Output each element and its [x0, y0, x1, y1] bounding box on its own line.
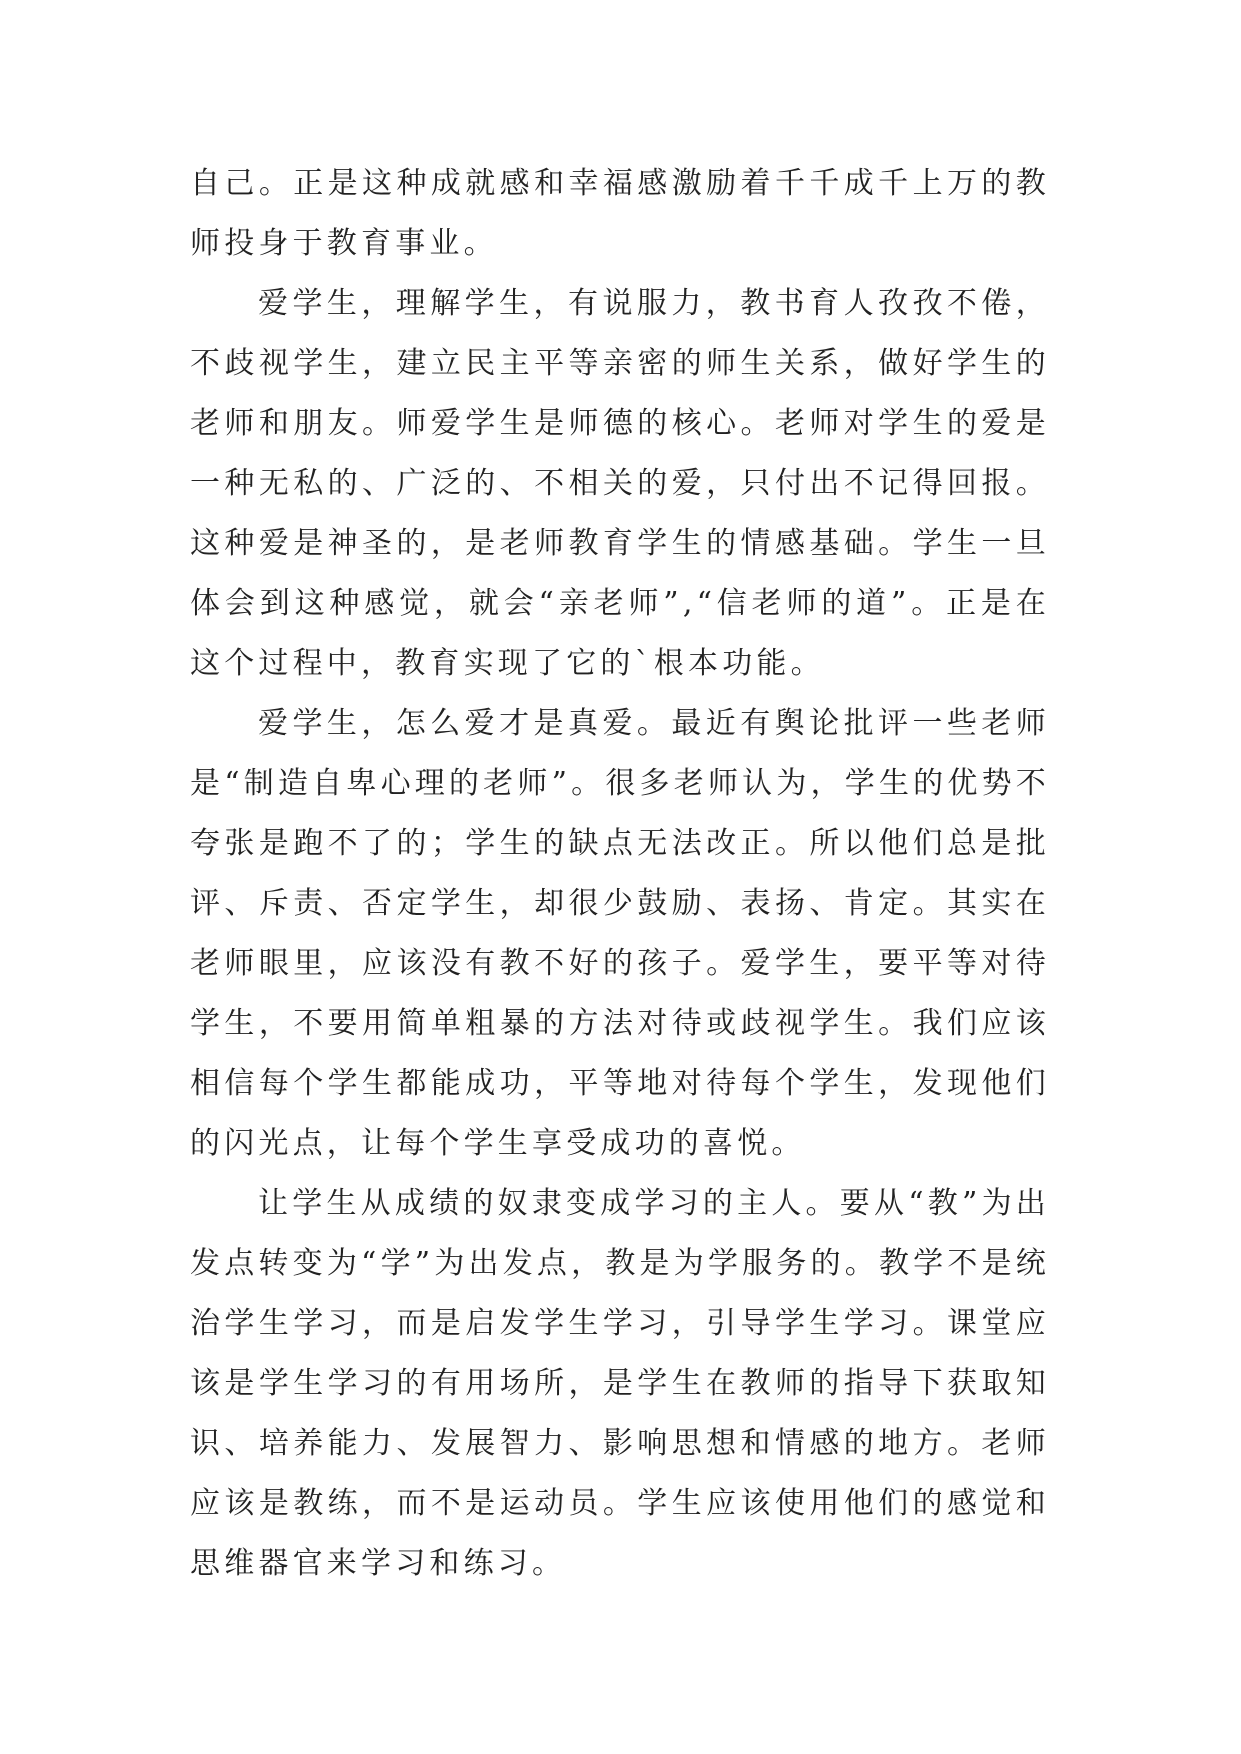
- document-body: [190, 154, 1050, 1594]
- paragraph-4: 让学生从成绩的奴隶变成学习的主人。要从“教”为出发点转变为“学”为出发点，教是为学服务的。教学不是统治学生学习，而是启发学生学习，引导学生学习。课堂应该是学生学习的有用场所，是学生在教师的指导下获取知识、培养能力、发展智力、影响思想和情感的地方。老师应该是教练，而不是运动员。学生应该使用他们的感觉和思维器官来学习和练习。: [190, 1186, 1050, 1581]
- paragraph-1: 自己。正是这种成就感和幸福感激励着千千成千上万的教师投身于教育事业。: [190, 166, 1050, 261]
- paragraph-2: 爱学生，理解学生，有说服力，教书育人孜孜不倦，不歧视学生，建立民主平等亲密的师生关系，做好学生的老师和朋友。师爱学生是师德的核心。老师对学生的爱是一种无私的、广泛的、不相关的爱，只付出不记得回报。这种爱是神圣的，是老师教育学生的情感基础。学生一旦体会到这种感觉，就会“亲老师”,“信老师的道”。正是在这个过程中，教育实现了它的`根本功能。: [190, 286, 1050, 681]
- paragraph-3: 爱学生，怎么爱才是真爱。最近有舆论批评一些老师是“制造自卑心理的老师”。很多老师认为，学生的优势不夸张是跑不了的；学生的缺点无法改正。所以他们总是批评、斥责、否定学生，却很少鼓励、表扬、肯定。其实在老师眼里，应该没有教不好的孩子。爱学生，要平等对待学生，不要用简单粗暴的方法对待或歧视学生。我们应该相信每个学生都能成功，平等地对待每个学生，发现他们的闪光点，让每个学生享受成功的喜悦。: [190, 706, 1050, 1161]
